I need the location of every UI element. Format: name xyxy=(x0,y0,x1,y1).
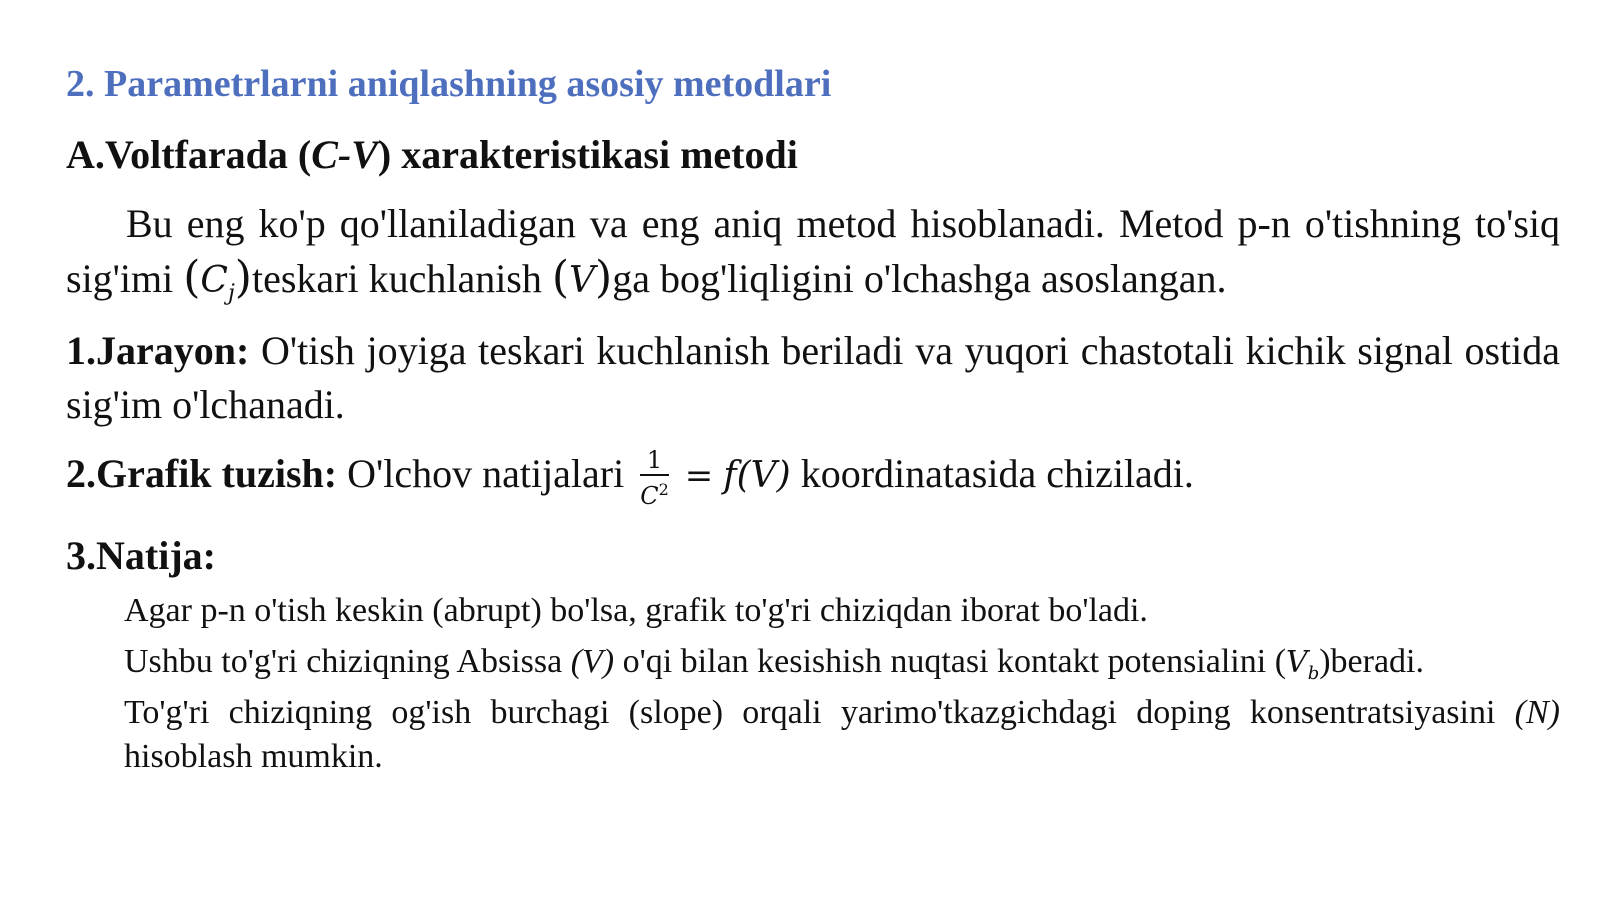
step-2-label: 2.Grafik tuzish: xyxy=(66,451,338,497)
section-heading-variable: C-V xyxy=(311,132,378,177)
v-symbol: V xyxy=(569,260,596,301)
result-item-2 xyxy=(124,640,1560,696)
cj-subscript: j xyxy=(227,281,235,307)
paren-open-v: ( xyxy=(551,252,570,303)
step-1-label: 1.Jarayon: xyxy=(66,328,250,373)
vb-base: V xyxy=(1286,645,1308,680)
paren-close-vb: ) xyxy=(1319,643,1331,680)
fraction-numerator: 1 xyxy=(640,446,669,476)
result-2-text-c: beradi. xyxy=(1330,643,1424,680)
paren-open-vb: ( xyxy=(1274,643,1287,680)
intro-text-2: teskari kuchlanish xyxy=(251,256,552,301)
section-heading xyxy=(66,131,798,178)
step-3-label: 3.Natija: xyxy=(66,533,216,578)
paren-close: ) xyxy=(234,252,252,303)
cj-symbol xyxy=(200,260,235,307)
function-fv: f(V) xyxy=(723,455,791,497)
intro-paragraph xyxy=(66,197,1560,321)
section-heading-suffix: ) xarakteristikasi metodi xyxy=(377,132,798,177)
section-heading-prefix: A.Voltfarada ( xyxy=(66,132,312,177)
result-2-text-a: Ushbu to'g'ri chiziqning Absissa xyxy=(124,643,571,680)
result-3-text-a: To'g'ri chiziqning og'ish burchagi (slope) orqali yarimo'tkazgichdagi doping konsentratsiyasini xyxy=(124,694,1515,731)
result-2-text-b: o'qi bilan kesishish nuqtasi kontakt potensialini xyxy=(614,643,1275,680)
intro-text-3: ga bog'liqligini o'lchashga asoslangan. xyxy=(612,256,1227,301)
intro-text-1: Bu eng ko'p qo'llaniladigan va eng aniq metod hisoblanadi. Metod p-n o'tishning to'siq sig'imi xyxy=(66,201,1560,301)
equals-sign: = xyxy=(684,456,714,497)
fraction-den-exponent: 2 xyxy=(658,480,669,499)
vb-symbol xyxy=(1286,645,1320,684)
result-item-3 xyxy=(124,691,1560,779)
step-2-text-after: koordinatasida chiziladi. xyxy=(790,451,1194,497)
result-3-text-b: hisoblash mumkin. xyxy=(124,738,383,775)
step-2 xyxy=(66,446,1194,510)
result-3-n: (N) xyxy=(1514,694,1560,731)
cj-base: C xyxy=(200,260,228,301)
paren-open: ( xyxy=(183,252,201,303)
paren-close-v: ) xyxy=(595,252,613,303)
step-1-text: O'tish joyiga teskari kuchlanish beriladi va yuqori chastotali kichik signal ostida sig'im o'lchanadi. xyxy=(66,328,1560,427)
vb-subscript: b xyxy=(1307,663,1320,684)
result-2-v: (V) xyxy=(570,643,615,680)
fraction xyxy=(640,446,669,510)
step-1 xyxy=(66,324,1560,432)
step-2-text-before: O'lchov natijalari xyxy=(337,451,635,497)
fraction-denominator xyxy=(640,476,669,510)
result-item-1: Agar p-n o'tish keskin (abrupt) bo'lsa, grafik to'g'ri chiziqdan iborat bo'ladi. xyxy=(124,592,1148,629)
fraction-den-base: C xyxy=(640,482,659,510)
slide-title: 2. Parametrlarni aniqlashning asosiy metodlari xyxy=(66,63,832,105)
